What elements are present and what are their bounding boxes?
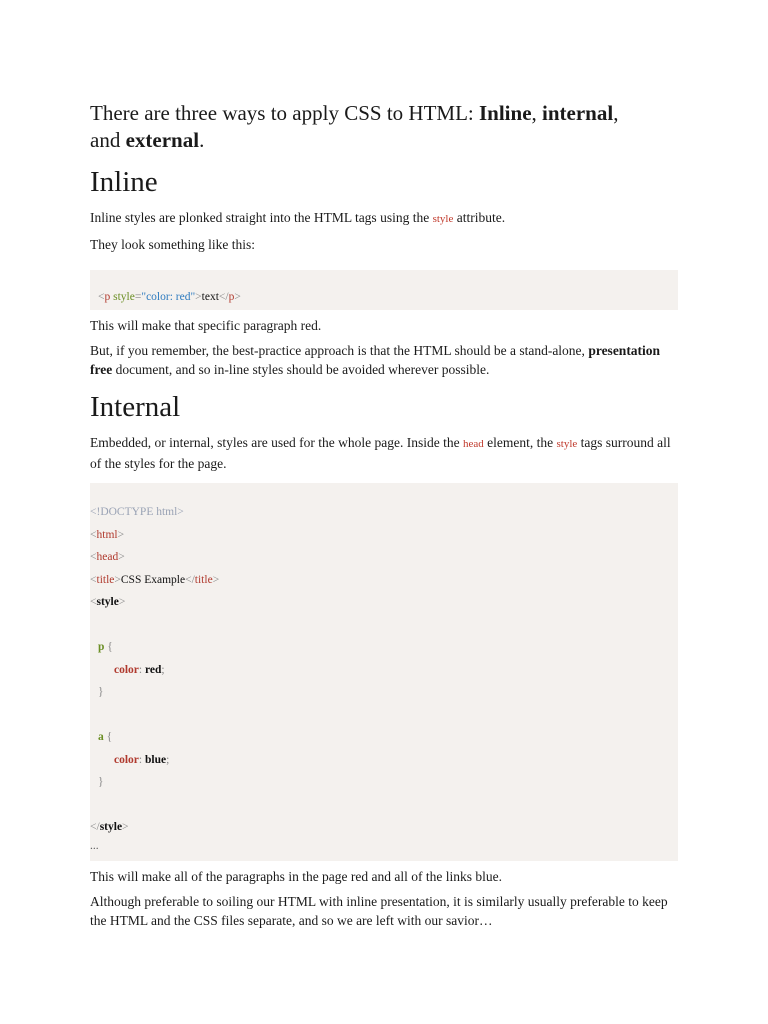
- internal-paragraph-2: This will make all of the paragraphs in the page red and all of the links blue.: [90, 868, 503, 884]
- code-token: color: [146, 291, 170, 303]
- code-token: >: [118, 596, 126, 608]
- code-token: p: [228, 291, 235, 303]
- code-line-title: [90, 569, 678, 592]
- code-token: ;: [166, 753, 170, 766]
- code-line-style-close: [90, 816, 678, 839]
- code-token: style: [99, 821, 123, 833]
- code-token: red: [144, 663, 162, 676]
- code-line-a-color: [90, 749, 678, 772]
- code-token: >: [234, 291, 241, 303]
- code-token: </: [90, 821, 100, 833]
- code-token: blue: [144, 753, 167, 766]
- code-line-head: [90, 546, 678, 569]
- inline-paragraph-2: They look something like this:: [90, 237, 255, 252]
- internal-paragraph-3: Although preferable to soiling our HTML with inline presentation, it is similarly usually preferable to keep the HTML and the CSS files separate, and so we are left with our savior…: [90, 893, 668, 928]
- code-token: ": [190, 291, 196, 303]
- text-run: attribute.: [453, 210, 506, 225]
- code-token: p: [98, 641, 105, 653]
- code-token: {: [103, 731, 113, 743]
- code-token: red: [175, 291, 191, 303]
- code-line-style-open: [90, 591, 678, 614]
- code-token: <: [98, 291, 105, 303]
- code-line: [90, 286, 678, 309]
- code-line-p-close: [90, 681, 678, 704]
- code-token: </: [218, 291, 229, 303]
- inline-code-style: style: [556, 438, 578, 450]
- code-line-blank: [90, 794, 678, 817]
- code-token: color: [114, 753, 139, 766]
- inline-code-block: [90, 270, 678, 310]
- intro-period: .: [199, 128, 205, 152]
- intro-text: There are three ways to apply CSS to HTML:: [90, 101, 479, 125]
- code-line-a-open: [90, 726, 678, 749]
- text-run: Embedded, or internal, styles are used for the whole page. Inside the: [90, 435, 464, 450]
- code-token: html: [96, 528, 118, 541]
- intro-comma: ,: [613, 101, 619, 125]
- inline-paragraph-3: This will make that specific paragraph red.: [90, 318, 322, 333]
- text-run: But, if you remember, the best-practice approach is that the HTML should be a stand-alone,: [90, 343, 589, 358]
- code-token: ": [141, 291, 147, 303]
- document-page: [90, 100, 680, 936]
- code-line-doctype: [90, 501, 678, 524]
- code-token: >: [212, 573, 220, 586]
- intro-comma: ,: [531, 101, 543, 125]
- code-token: CSS Example: [120, 573, 186, 586]
- inline-paragraph-4: [90, 341, 680, 379]
- code-token: ;: [161, 663, 165, 676]
- text-run: document, and so in-line styles should be avoided wherever possible.: [112, 362, 490, 377]
- code-line-html: [90, 524, 678, 547]
- intro-internal-bold: internal: [542, 101, 614, 125]
- code-token: head: [96, 551, 119, 563]
- code-token: <!DOCTYPE html>: [90, 506, 184, 518]
- intro-paragraph: [90, 100, 680, 154]
- code-line-p-color: [90, 659, 678, 682]
- code-token: text: [201, 291, 219, 303]
- code-token: a: [98, 731, 104, 743]
- text-run: element, the: [483, 435, 557, 450]
- code-line-blank: [90, 704, 678, 727]
- presentation-free-bold: presentation free: [90, 343, 661, 377]
- code-token: color: [114, 663, 139, 676]
- code-token: p: [104, 291, 111, 303]
- code-token: <: [90, 573, 97, 586]
- inline-code-style: style: [432, 213, 454, 225]
- internal-paragraph-1: [90, 433, 680, 473]
- code-token: <: [90, 551, 97, 563]
- code-token: }: [98, 776, 104, 788]
- code-token: style: [113, 291, 135, 303]
- intro-and: and: [90, 128, 126, 152]
- internal-heading: Internal: [90, 391, 181, 423]
- code-token: {: [104, 641, 113, 653]
- code-token: =: [134, 291, 142, 303]
- code-token: style: [96, 596, 119, 608]
- code-line-ellipsis: [90, 839, 678, 853]
- code-token: :: [138, 753, 145, 766]
- code-line-p-open: [90, 636, 678, 659]
- code-token: title: [96, 573, 115, 586]
- code-token: <: [90, 528, 97, 541]
- code-token: >: [114, 573, 121, 586]
- code-token: title: [194, 573, 213, 586]
- code-token: ...: [90, 839, 99, 852]
- code-token: :: [138, 663, 145, 676]
- code-token: }: [98, 686, 104, 698]
- code-token: >: [118, 551, 125, 563]
- code-token: </: [185, 573, 195, 586]
- code-token: >: [122, 821, 129, 833]
- code-token: >: [195, 291, 202, 303]
- code-token: <: [90, 596, 97, 608]
- intro-external-bold: external: [125, 128, 200, 152]
- inline-paragraph-1: [90, 208, 680, 229]
- intro-inline-bold: Inline: [479, 101, 532, 125]
- code-line-a-close: [90, 771, 678, 794]
- text-run: Inline styles are plonked straight into the HTML tags using the: [90, 210, 433, 225]
- internal-code-block: [90, 483, 678, 861]
- text-run: tags surround all of the styles for the page.: [90, 435, 671, 471]
- inline-heading: Inline: [90, 166, 158, 198]
- code-line-blank: [90, 614, 678, 637]
- inline-code-head: head: [463, 438, 484, 450]
- code-token: >: [117, 528, 125, 541]
- code-token: :: [169, 291, 176, 303]
